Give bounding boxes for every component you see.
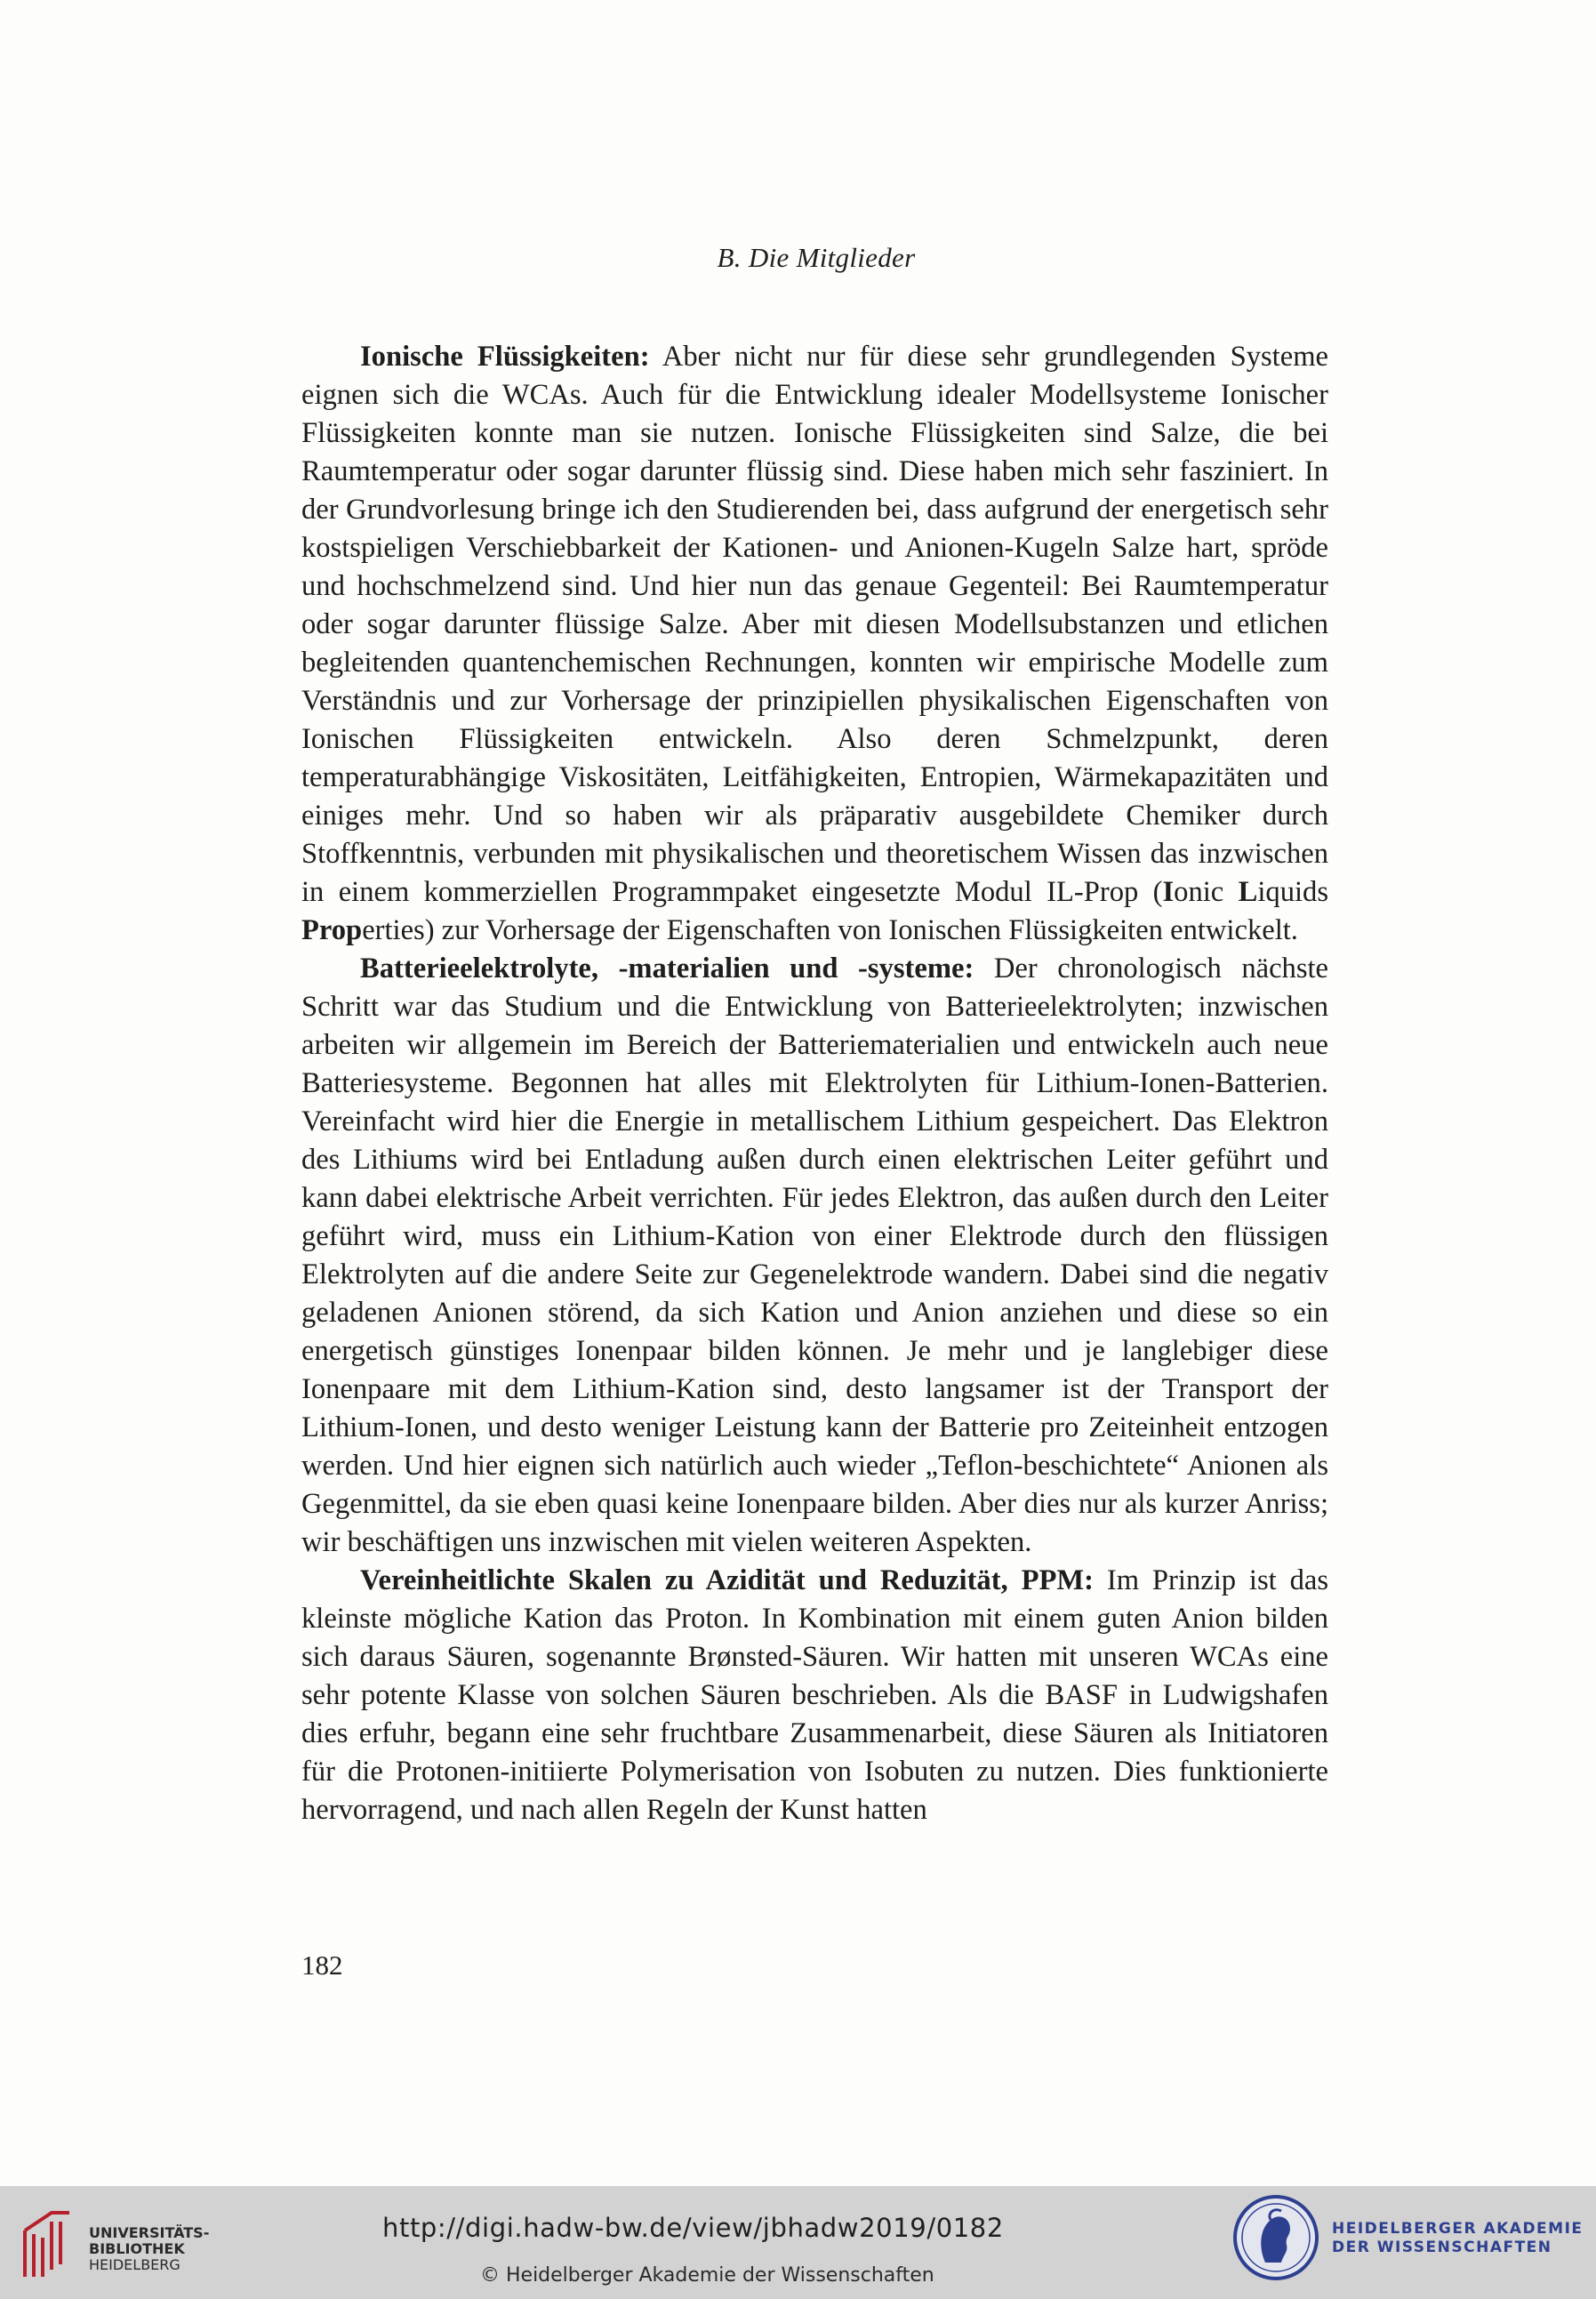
ub-line: HEIDELBERG — [89, 2256, 180, 2273]
acronym-letter: L — [1238, 876, 1258, 908]
ub-line: UNIVERSITÄTS- — [89, 2224, 210, 2241]
library-icon — [16, 2195, 78, 2284]
acronym-rest: iquids — [1257, 876, 1329, 908]
paragraph-scales — [301, 1562, 1328, 1829]
acronym-rest: onic — [1174, 876, 1239, 908]
copyright-notice: © Heidelberger Akademie der Wissenschaften — [480, 2264, 934, 2287]
paragraph-ionic-liquids — [301, 338, 1328, 950]
page-number: 182 — [301, 1949, 343, 1981]
ub-heidelberg-logo[interactable] — [16, 2195, 212, 2284]
paragraph-text: Im Prinzip ist das kleinste mögliche Kation das Proton. In Kombination mit einem guten Anion bilden sich daraus Säuren, sogenannte Brønsted-Säuren. Wir hatten mit unseren WCAs eine sehr potente Klasse von solchen Säuren beschrieben. Als die BASF in Ludwigshafen dies erfuhr, begann eine sehr fruchtbare Zusammenarbeit, diese Säuren als Initiatoren für die Protonen-initiierte Polymerisation von Isobuten zu nutzen. Dies funktionierte hervorragend, und nach allen Regeln der Kunst hatten — [301, 1564, 1328, 1826]
permalink-url[interactable]: http://digi.hadw-bw.de/view/jbhadw2019/0182 — [382, 2213, 1004, 2243]
paragraph-batteries — [301, 950, 1328, 1562]
paragraph-text: Der chronologisch nächste Schritt war das Studium und die Entwicklung von Batterieelektrolyten; inzwischen arbeiten wir allgemein im Bereich der Batteriematerialien und entwickeln auch neue Batteriesysteme. Begonnen hat alles mit Elektrolyten für Lithium-Ionen-Batterien. Vereinfacht wird hier die Energie in metallischem Lithium gespeichert. Das Elektron des Lithiums wird bei Entladung außen durch einen elektrischen Leiter geführt und kann dabei elektrische Arbeit verrichten. Für jedes Elektron, das außen durch den Leiter geführt wird, muss ein Lithium-Kation von einer Elektrode durch den flüssigen Elektrolyten auf die andere Seite zur Gegenelektrode wandern. Dabei sind die negativ geladenen Anionen störend, da sich Kation und Anion anziehen und diese so ein energetisch günstiges Ionenpaar bilden können. Je mehr und je langlebiger diese Ionenpaare mit dem Lithium-Kation sind, desto langsamer ist der Transport der Lithium-Ionen, und desto weniger Leistung kann der Batterie pro Zeiteinheit entzogen werden. Und hier eignen sich natürlich auch wieder „Teflon-beschichtete“ Anionen als Gegenmittel, da sie eben quasi keine Ionenpaare bilden. Aber dies nur als kurzer Anriss; wir beschäftigen uns inzwischen mit vielen weiteren Aspekten. — [301, 953, 1329, 1558]
ub-line: BIBLIOTHEK — [89, 2240, 185, 2257]
hadw-seal-icon[interactable] — [1231, 2193, 1320, 2282]
acronym-rest: erties — [362, 914, 425, 946]
hadw-text — [1332, 2220, 1584, 2257]
paragraph-text: Aber nicht nur für diese sehr grundlegenden Systeme eignen sich die WCAs. Auch für die Entwicklung idealer Modellsysteme Ionischer Flüssigkeiten konnte man sie nutzen. Ionische Flüssigkeiten sind Salze, die bei Raumtemperatur oder sogar darunter flüssig sind. Diese haben mich sehr fasziniert. In der Grundvorlesung bringe ich den Studierenden bei, dass aufgrund der energetisch sehr kostspieligen Verschiebbarkeit der Kationen- und Anionen-Kugeln Salze hart, spröde und hochschmelzend sind. Und hier nun das genaue Gegenteil: Bei Raumtemperatur oder sogar darunter flüssige Salze. Aber mit diesen Modellsubstanzen und etlichen begleitenden quantenchemischen Rechnungen, konnten wir empirische Modelle zum Verständnis und zur Vorhersage der prinzipiellen physikalischen Eigenschaften von Ionischen Flüssigkeiten entwickeln. Also deren Schmelzpunkt, deren temperaturabhängige Viskositäten, Leitfähigkeiten, Entropien, Wärmekapazitäten und einiges mehr. Und so haben wir als präparativ ausgebildete Chemiker durch Stoffkenntnis, verbunden mit physikalischen und theoretischem Wissen das inzwischen in einem kommerziellen Programmpaket eingesetzte Modul IL-Prop ( — [301, 341, 1328, 908]
body-text — [301, 338, 1328, 1829]
paragraph-heading: Batterieelektrolyte, -materialien und -systeme: — [360, 953, 974, 985]
paragraph-text: ) zur Vorhersage der Eigenschaften von Ionischen Flüssigkeiten entwickelt. — [424, 914, 1298, 946]
ub-text — [89, 2225, 209, 2273]
footer-bar — [0, 2186, 1596, 2299]
running-header: B. Die Mitglieder — [717, 242, 916, 273]
hadw-line: HEIDELBERGER AKADEMIE — [1332, 2220, 1584, 2238]
acronym-letter: I — [1162, 876, 1175, 908]
hadw-line: DER WISSENSCHAFTEN — [1332, 2239, 1552, 2256]
paragraph-heading: Ionische Flüssigkeiten: — [360, 341, 650, 373]
paragraph-heading: Vereinheitlichte Skalen zu Azidität und Reduzität, PPM: — [360, 1564, 1094, 1596]
acronym-letter: Prop — [301, 914, 363, 946]
